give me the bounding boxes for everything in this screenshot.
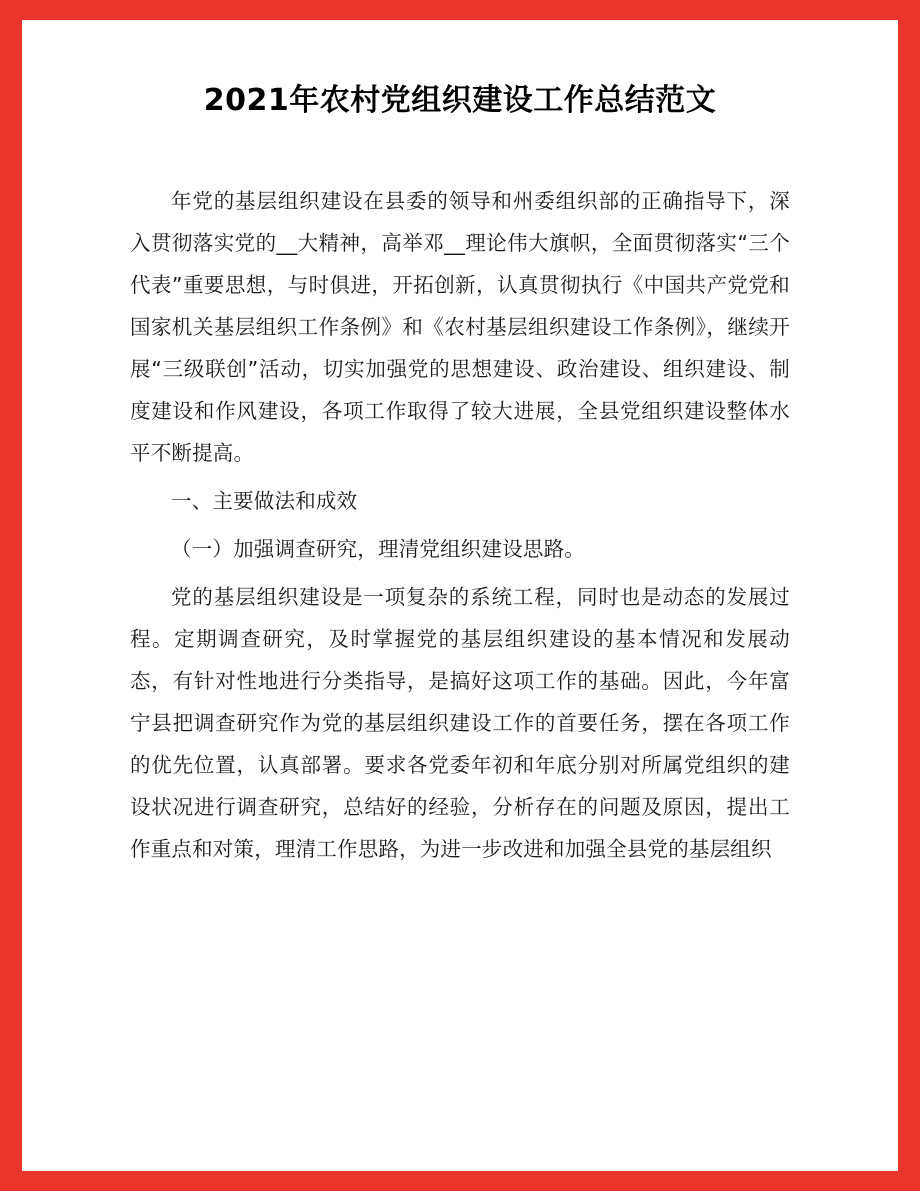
page-border-top	[0, 0, 920, 20]
document-content	[130, 80, 790, 870]
page-border-right	[898, 0, 920, 1191]
page-border-bottom	[0, 1171, 920, 1191]
paragraph-1: 年党的基层组织建设在县委的领导和州委组织部的正确指导下，深入贯彻落实党的__大精神，高举邓__理论伟大旗帜，全面贯彻落实“三个代表”重要思想，与时俱进，开拓创新，认真贯彻执行《中国共产党党和国家机关基层组织工作条例》和《农村基层组织建设工作条例》，继续开展“三级联创”活动，切实加强党的思想建设、政治建设、组织建设、制度建设和作风建设，各项工作取得了较大进展，全县党组织建设整体水平不断提高。	[130, 189, 790, 466]
page-border-left	[0, 0, 22, 1191]
paragraph-3: （一）加强调查研究，理清党组织建设思路。	[171, 537, 585, 562]
paragraph-4: 党的基层组织建设是一项复杂的系统工程，同时也是动态的发展过程。定期调查研究，及时掌握党的基层组织建设的基本情况和发展动态，有针对性地进行分类指导，是搞好这项工作的基础。因此，今年富宁县把调查研究作为党的基层组织建设工作的首要任务，摆在各项工作的优先位置，认真部署。要求各党委年初和年底分别对所属党组织的建设状况进行调查研究，总结好的经验，分析存在的问题及原因，提出工作重点和对策，理清工作思路，为进一步改进和加强全县党的基层组织	[130, 585, 790, 862]
paragraph-2: 一、主要做法和成效	[171, 489, 358, 514]
page-title: 2021年农村党组织建设工作总结范文	[203, 83, 717, 118]
